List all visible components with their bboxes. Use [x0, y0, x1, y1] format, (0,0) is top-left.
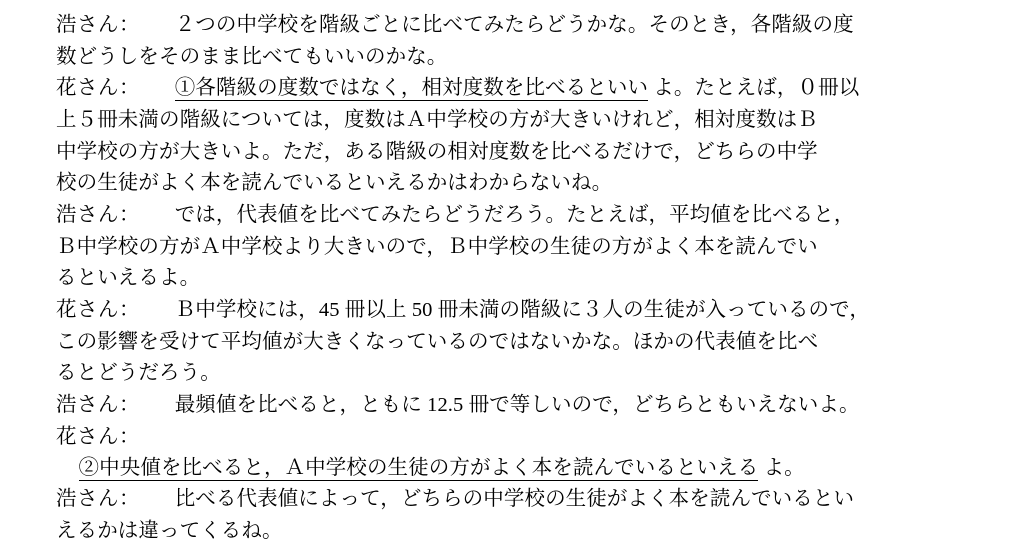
speech-line: 比べる代表値によって，どちらの中学校の生徒がよく本を読んでいるとい: [174, 487, 855, 510]
speech-text: [56, 42, 980, 73]
dialogue-turn-cont: [56, 42, 980, 73]
speaker-label: 浩さん：: [56, 203, 140, 226]
speech-line: るとどうだろう。: [56, 362, 221, 385]
speech-line: えるかは違ってくるね。: [56, 519, 283, 542]
speech-line: Ｂ中学校には，45 冊以上 50 冊未満の階級に３人の生徒が入っているので，: [174, 298, 870, 321]
dialogue-transcript: [56, 10, 980, 547]
speech-line: 校の生徒がよく本を読んでいるといえるかはわからないね。: [56, 172, 613, 195]
dialogue-turn-cont: [56, 137, 980, 168]
speaker-label: 浩さん：: [56, 393, 140, 416]
speech-text: [56, 263, 980, 294]
speech-line: この影響を受けて平均値が大きくなっているのではないかな。ほかの代表値を比べ: [56, 330, 819, 353]
dialogue-turn: [56, 484, 980, 515]
speech-line: 上５冊未満の階級については，度数はＡ中学校の方が大きいけれど，相対度数はＢ: [56, 108, 818, 131]
underlined-statement-2: ②中央値を比べると，Ａ中学校の生徒の方がよく本を読んでいるといえる: [78, 456, 759, 479]
speaker-label: 浩さん：: [56, 14, 140, 36]
dialogue-turn-cont: [56, 263, 980, 294]
speech-text: [56, 516, 980, 547]
speech-line: 最頻値を比べると，ともに 12.5 冊で等しいので，どちらともいえないよ。: [174, 393, 860, 416]
speaker-label: 花さん：: [56, 425, 140, 448]
speech-text: [146, 200, 980, 231]
dialogue-turn-cont: [56, 168, 980, 199]
speech-text: [146, 295, 980, 326]
speech-text: ①各階級の度数ではなく，相対度数を比べるといい よ。たとえば，０冊以: [174, 77, 860, 100]
speech-text: [56, 137, 980, 168]
speech-line: るといえるよ。: [56, 267, 201, 290]
speech-text: [56, 327, 980, 358]
dialogue-turn: [56, 390, 980, 421]
dialogue-turn: [56, 200, 980, 231]
dialogue-turn-cont: [56, 358, 980, 389]
dialogue-turn: [56, 422, 980, 484]
underlined-statement-1: ①各階級の度数ではなく，相対度数を比べるといい: [174, 77, 649, 100]
speech-line: Ｂ中学校の方がＡ中学校より大きいので，Ｂ中学校の生徒の方がよく本を読んでい: [56, 235, 818, 258]
speech-line: 数どうしをそのまま比べてもいいのかな。: [56, 45, 448, 68]
dialogue-turn-cont: [56, 327, 980, 358]
speech-text: [56, 105, 980, 136]
dialogue-turn: [56, 10, 980, 41]
speech-text: [56, 232, 980, 263]
speech-line: 中学校の方が大きいよ。ただ，ある階級の相対度数を比べるだけで，どちらの中学: [56, 140, 818, 163]
speech-line: ２つの中学校を階級ごとに比べてみたらどうかな。そのとき，各階級の度: [174, 14, 854, 36]
dialogue-turn-cont: [56, 516, 980, 547]
speaker-label: 浩さん：: [56, 487, 140, 510]
speaker-label: 花さん：: [56, 298, 140, 321]
dialogue-turn-cont: [56, 105, 980, 136]
speech-text: [146, 10, 980, 41]
speech-line: では，代表値を比べてみたらどうだろう。たとえば，平均値を比べると，: [174, 203, 855, 226]
dialogue-turn: [56, 73, 980, 104]
speech-text: [146, 484, 980, 515]
speaker-label: 花さん：: [56, 77, 140, 100]
dialogue-turn: [56, 295, 980, 326]
speech-text: [56, 358, 980, 389]
dialogue-turn-cont: [56, 232, 980, 263]
speech-text: [56, 168, 980, 199]
speech-text: [146, 390, 980, 421]
speech-text: ②中央値を比べると，Ａ中学校の生徒の方がよく本を読んでいるといえる よ。: [78, 456, 805, 479]
